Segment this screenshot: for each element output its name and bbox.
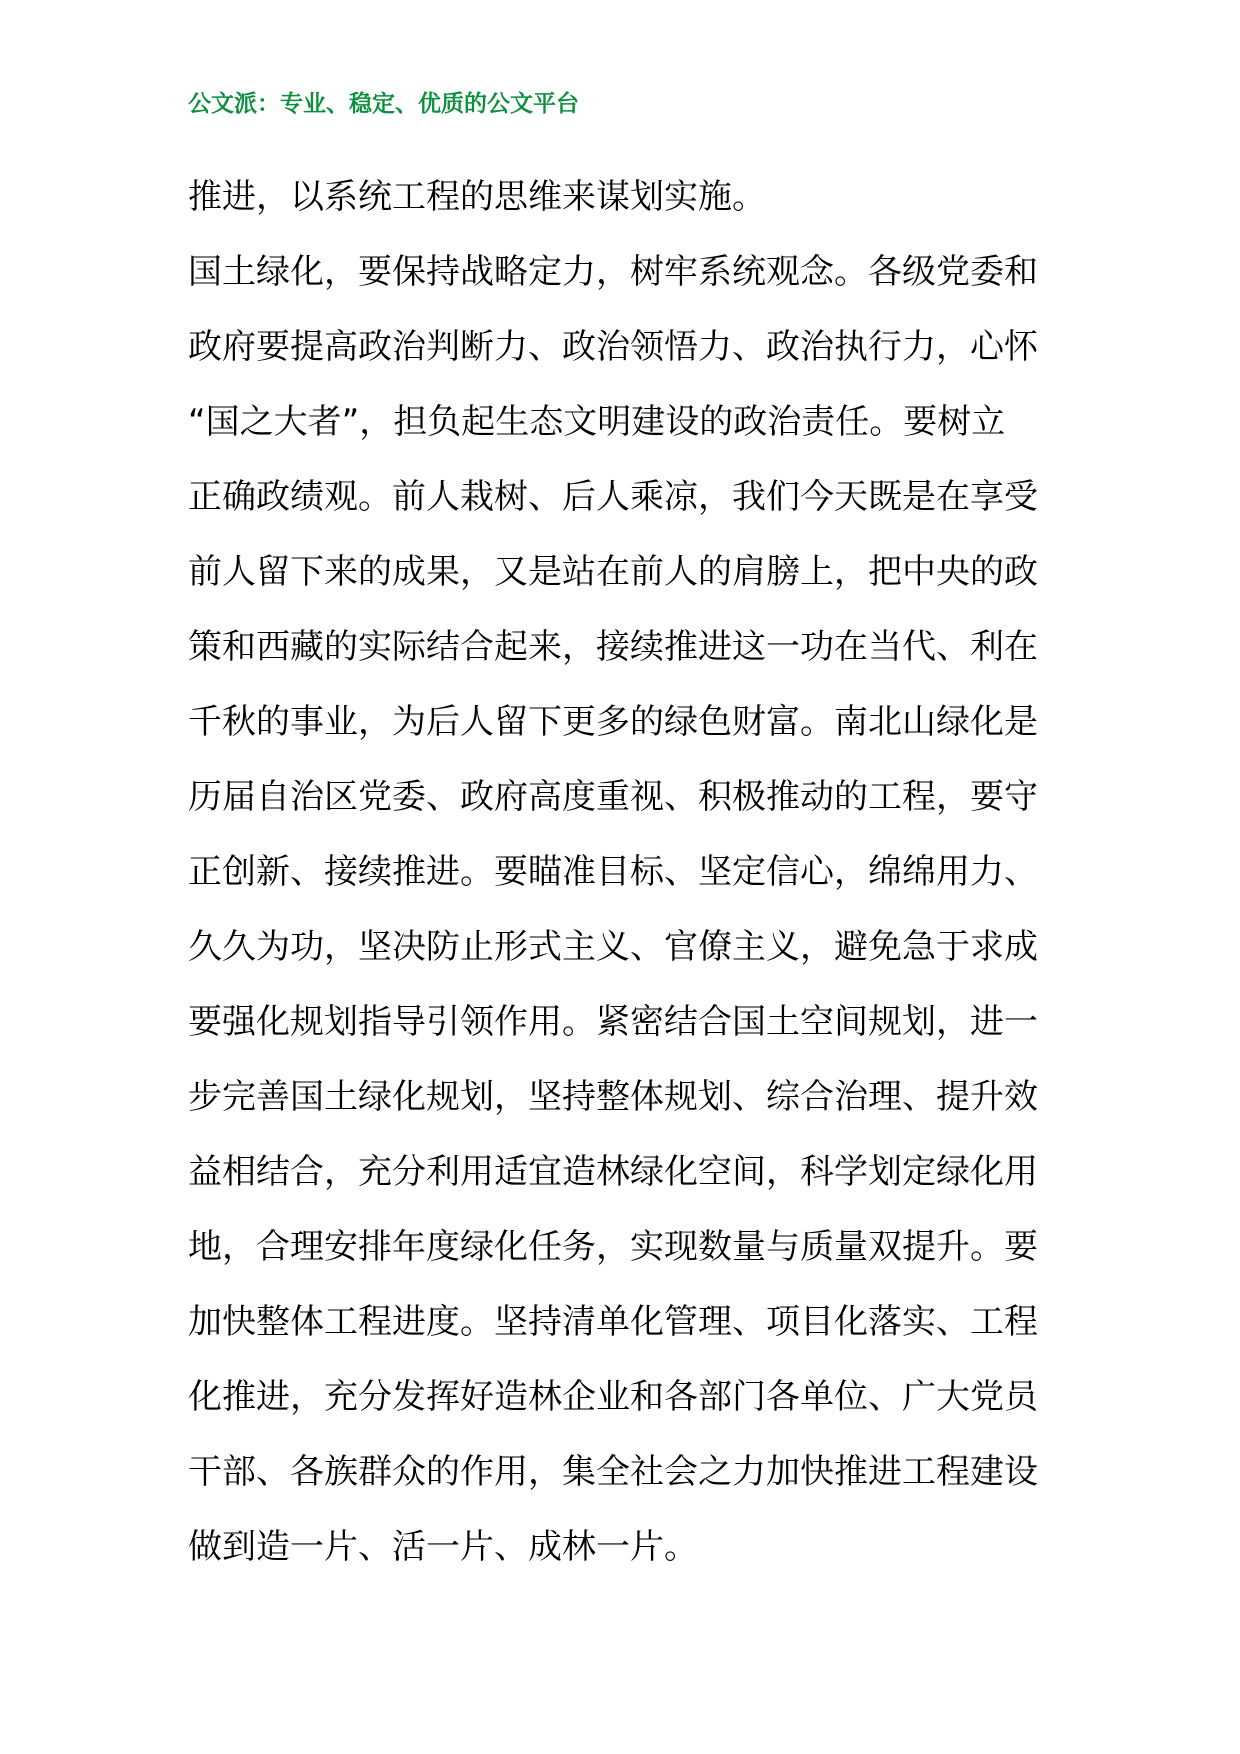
paragraph — [188, 168, 1068, 243]
text-line: 历届自治区党委、政府高度重视、积极推动的工程，要守 — [188, 777, 1038, 817]
text-line: 策和西藏的实际结合起来，接续推进这一功在当代、利在 — [188, 627, 1038, 667]
text-line: 要强化规划指导引领作用。紧密结合国土空间规划，进一 — [188, 1002, 1038, 1042]
text-line: 久久为功，坚决防止形式主义、官僚主义，避免急于求成 — [188, 927, 1038, 967]
text-line: 做到造一片、活一片、成林一片。 — [188, 1527, 698, 1567]
paragraph — [188, 243, 1068, 1593]
text-line: 推进，以系统工程的思维来谋划实施。 — [188, 177, 766, 217]
text-line: 前人留下来的成果，又是站在前人的肩膀上，把中央的政 — [188, 552, 1038, 592]
document-body — [188, 168, 1068, 1593]
text-line: 益相结合，充分利用适宜造林绿化空间，科学划定绿化用 — [188, 1152, 1038, 1192]
text-line: 正创新、接续推进。要瞄准目标、坚定信心，绵绵用力、 — [188, 852, 1038, 892]
text-line: 地，合理安排年度绿化任务，实现数量与质量双提升。要 — [188, 1227, 1038, 1267]
text-line: 加快整体工程进度。坚持清单化管理、项目化落实、工程 — [188, 1302, 1038, 1342]
text-line: 正确政绩观。前人栽树、后人乘凉，我们今天既是在享受 — [188, 477, 1038, 517]
document-header: 公文派：专业、稳定、优质的公文平台 — [188, 91, 579, 117]
text-line: “国之大者”，担负起生态文明建设的政治责任。要树立 — [188, 402, 1006, 442]
text-line: 化推进，充分发挥好造林企业和各部门各单位、广大党员 — [188, 1377, 1038, 1417]
text-line: 国土绿化，要保持战略定力，树牢系统观念。各级党委和 — [188, 252, 1038, 292]
text-line: 干部、各族群众的作用，集全社会之力加快推进工程建设 — [188, 1452, 1038, 1492]
text-line: 千秋的事业，为后人留下更多的绿色财富。南北山绿化是 — [188, 702, 1038, 742]
text-line: 步完善国土绿化规划，坚持整体规划、综合治理、提升效 — [188, 1077, 1038, 1117]
text-line: 政府要提高政治判断力、政治领悟力、政治执行力，心怀 — [188, 327, 1038, 367]
